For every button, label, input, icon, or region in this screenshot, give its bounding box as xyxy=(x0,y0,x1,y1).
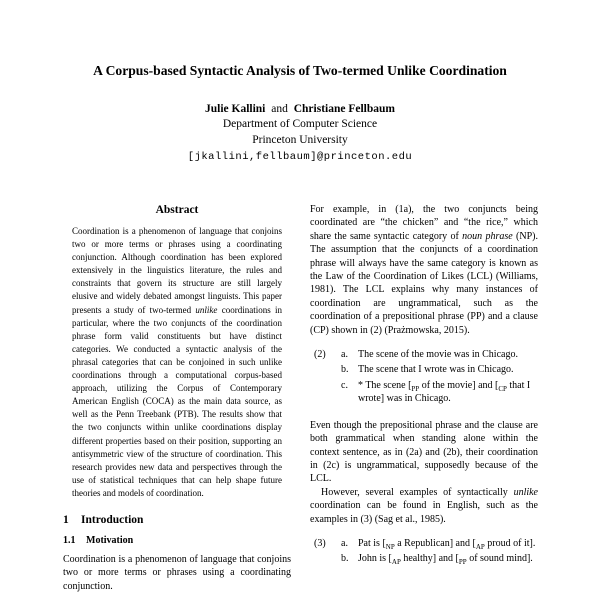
text-run: noun phrase xyxy=(462,230,513,242)
example-2a xyxy=(341,348,538,361)
subsection-number: 1.1 xyxy=(63,534,76,546)
section-number: 1 xyxy=(63,513,69,526)
left-column xyxy=(63,203,291,593)
text-run: unlike xyxy=(195,304,218,315)
example-2-items xyxy=(341,348,538,408)
section-heading-introduction xyxy=(63,514,291,526)
text-run: Even though the prepositional phrase and the clause are both grammatical when standing alone within the context sentence, as in (2a) and (2b), their coordination in (2c) is ungrammatical, supposedly because of the LCL. xyxy=(310,419,538,485)
authors-line xyxy=(0,102,600,117)
example-item-text xyxy=(358,363,538,376)
example-3a xyxy=(341,537,538,550)
author-1: Julie Kallini xyxy=(204,103,266,115)
affiliation-university: Princeton University xyxy=(252,133,348,146)
example-item-text xyxy=(358,552,538,565)
paragraph-however xyxy=(310,486,538,526)
text-run: (NP). The assumption that the conjuncts of a coordination phrase will always have the same category is known as the Law of the Coordination of Likes (LCL) (Williams, 1981). The LCL explains why many instances of coordination are ungrammatical, such as the coordination of a prepositional phrase (PP) and a clause (CP) shown in (2) (Prażmowska, 2015). xyxy=(310,230,538,336)
two-column-body xyxy=(63,203,538,593)
example-item-label: a. xyxy=(341,349,348,361)
subsection-heading-motivation xyxy=(63,535,291,546)
author-separator: and xyxy=(271,103,288,115)
text-run: However, several examples of syntactically xyxy=(321,486,514,498)
example-3-number: (3) xyxy=(314,537,326,549)
text-run: PP xyxy=(411,384,420,393)
text-run: coordination can be found in English, such as the examples in (3) (Sag et al., 1985). xyxy=(310,500,538,525)
example-2 xyxy=(314,348,538,408)
text-run: proud of it]. xyxy=(484,537,536,549)
paper-header xyxy=(0,0,600,163)
text-run: The scene that I wrote was in Chicago. xyxy=(358,364,514,376)
paragraph-lcl xyxy=(310,203,538,337)
example-item-label: b. xyxy=(341,364,349,376)
example-item-text xyxy=(358,348,538,361)
subsection-title: Motivation xyxy=(86,534,134,546)
example-item-label: a. xyxy=(341,537,348,549)
text-run: a Republican] and [ xyxy=(394,537,476,549)
text-run: For example, in (1a), the two conjuncts being coordinated are “the chicken” and “the rice,” which share the same syntactic category of xyxy=(310,204,538,242)
text-run: The scene of the movie was in Chicago. xyxy=(358,349,518,361)
text-run: of sound mind]. xyxy=(466,553,533,565)
paragraph-ungrammatical xyxy=(310,419,538,486)
text-run: NP xyxy=(385,542,395,551)
text-run: of the movie] and [ xyxy=(419,379,499,391)
abstract-heading: Abstract xyxy=(155,204,199,216)
example-item-label: b. xyxy=(341,553,349,565)
example-item-label: c. xyxy=(341,379,348,391)
example-item-text xyxy=(358,379,538,406)
author-email: [jkallini,fellbaum]@princeton.edu xyxy=(187,151,413,163)
text-run: that I wrote] was in Chicago. xyxy=(358,379,531,405)
text-run: PP xyxy=(458,558,467,567)
text-run: CP xyxy=(498,384,507,393)
example-3 xyxy=(314,537,538,568)
text-run: Coordination is a phenomenon of language that conjoins two or more terms or phrases using a coordinating conjunction. Although coordination has been explored extensively in the linguistics literature, the rules and constraints that govern its structure are still largely elusive and widely debated amongst linguists. This paper presents a study of two-termed xyxy=(72,226,282,315)
paper-title: A Corpus-based Syntactic Analysis of Two-termed Unlike Coordination xyxy=(93,63,507,78)
text-run: * The scene [ xyxy=(358,379,412,391)
text-run: coordinations in particular, where the two conjuncts of the coordination phrase form valid constituents but have distinct categories. We conducted a syntactic analysis of the phrasal categories that can be conjoined in such unlike coordinations through a computational corpus-based approach, utilizing the Corpus of Contemporary American English (COCA) as the main data source, as well as the Penn Treebank (PTB). The results show that the two conjuncts within unlike coordinations display different properties based on their position, supporting an antisymmetric view of the structure of coordination. This research provides new data and perspectives through the use of statistical techniques that can help shape future theories and models of coordination. xyxy=(72,304,282,498)
affiliation-department: Department of Computer Science xyxy=(222,118,378,130)
right-column xyxy=(310,203,538,593)
text-run: unlike xyxy=(513,486,538,498)
example-2-number: (2) xyxy=(314,349,326,361)
text-run: AP xyxy=(391,558,401,567)
section-title: Introduction xyxy=(81,513,144,526)
example-item-text xyxy=(358,537,538,550)
text-run: Pat is [ xyxy=(358,537,386,549)
example-3-items xyxy=(341,537,538,568)
example-2c xyxy=(341,379,538,406)
text-run: Coordination is a phenomenon of language that conjoins two or more terms or phrases using a coordinating conjunction. xyxy=(63,553,291,592)
abstract-text xyxy=(72,225,282,500)
text-run: healthy] and [ xyxy=(400,553,459,565)
text-run: AP xyxy=(475,542,485,551)
example-3b xyxy=(341,552,538,565)
text-run: John is [ xyxy=(358,553,392,565)
introduction-paragraph xyxy=(63,553,291,593)
example-2b xyxy=(341,363,538,376)
author-2: Christiane Fellbaum xyxy=(293,103,395,115)
